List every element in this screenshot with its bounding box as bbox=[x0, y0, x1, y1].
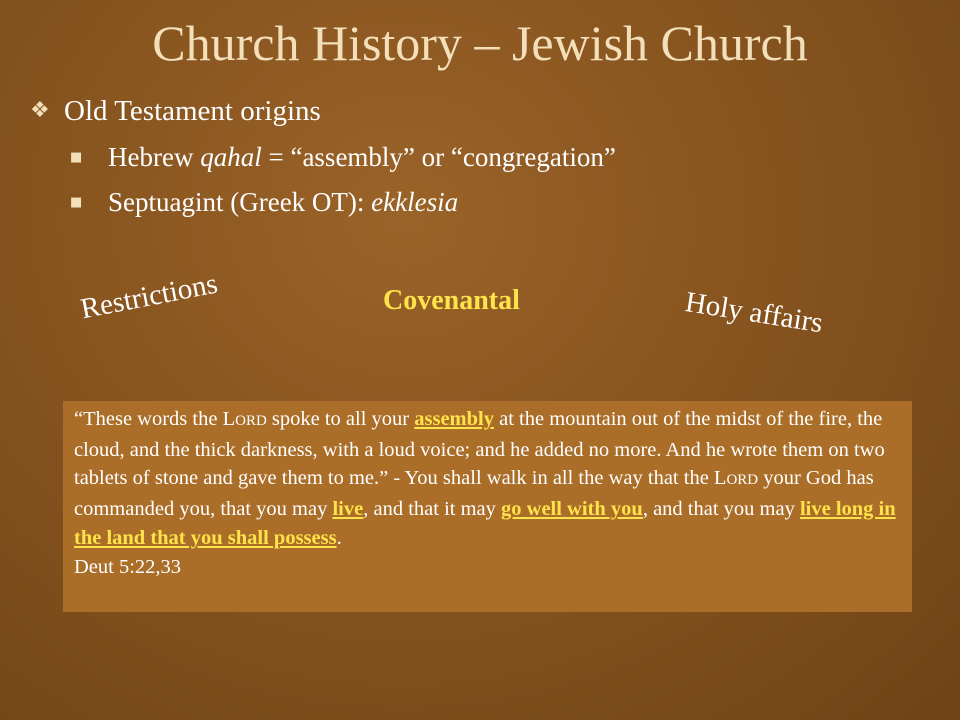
sub-bullet-text: Septuagint (Greek OT): bbox=[108, 187, 372, 217]
quote-small-caps: ORD bbox=[726, 472, 759, 489]
square-bullet-icon: ■ bbox=[70, 150, 83, 165]
quote-segment: spoke to all your bbox=[266, 408, 415, 430]
word-covenantal: Covenantal bbox=[383, 285, 520, 316]
quote-text bbox=[74, 405, 902, 553]
sub-bullet-italic-term: ekklesia bbox=[371, 187, 459, 217]
quote-segment: , and that you may bbox=[642, 498, 800, 521]
quote-segment: your God has commanded you, that you may bbox=[74, 467, 874, 521]
word-holy-affairs: Holy affairs bbox=[682, 286, 826, 340]
quote-reference: Deut 5:22,33 bbox=[74, 555, 182, 578]
word-restrictions: Restrictions bbox=[78, 267, 221, 326]
scripture-quote-box bbox=[63, 401, 912, 612]
sub-bullet-septuagint bbox=[70, 187, 458, 218]
sub-bullet-text: Hebrew bbox=[108, 142, 201, 172]
sub-bullet-italic-term: qahal bbox=[200, 142, 262, 172]
quote-highlight: live bbox=[332, 498, 364, 521]
quote-highlight: assembly bbox=[414, 408, 494, 430]
quote-segment: . bbox=[336, 526, 342, 549]
quote-highlight: go well with you bbox=[501, 498, 643, 521]
sub-bullet-text: = “assembly” or “congregation” bbox=[261, 142, 616, 172]
quote-small-caps: ORD bbox=[235, 413, 267, 429]
bullet-text: Old Testament origins bbox=[64, 95, 321, 127]
diamond-bullet-icon: ❖ bbox=[30, 98, 50, 123]
quote-segment: “These words the L bbox=[74, 408, 236, 430]
slide-title: Church History – Jewish Church bbox=[152, 15, 808, 71]
bullet-old-testament-origins bbox=[30, 95, 321, 128]
quote-highlight: live long in the land that you shall possess bbox=[74, 498, 896, 549]
quote-segment: at the mountain out of the midst of the fire, the cloud, and the thick darkness, with a loud voice; and he added no more. And he wrote them on two tablets of stone and gave them to me.” - You shall walk in all the way that the L bbox=[74, 408, 885, 490]
quote-segment: , and that it may bbox=[363, 498, 502, 521]
sub-bullet-hebrew-qahal bbox=[70, 142, 616, 173]
square-bullet-icon: ■ bbox=[70, 195, 83, 210]
